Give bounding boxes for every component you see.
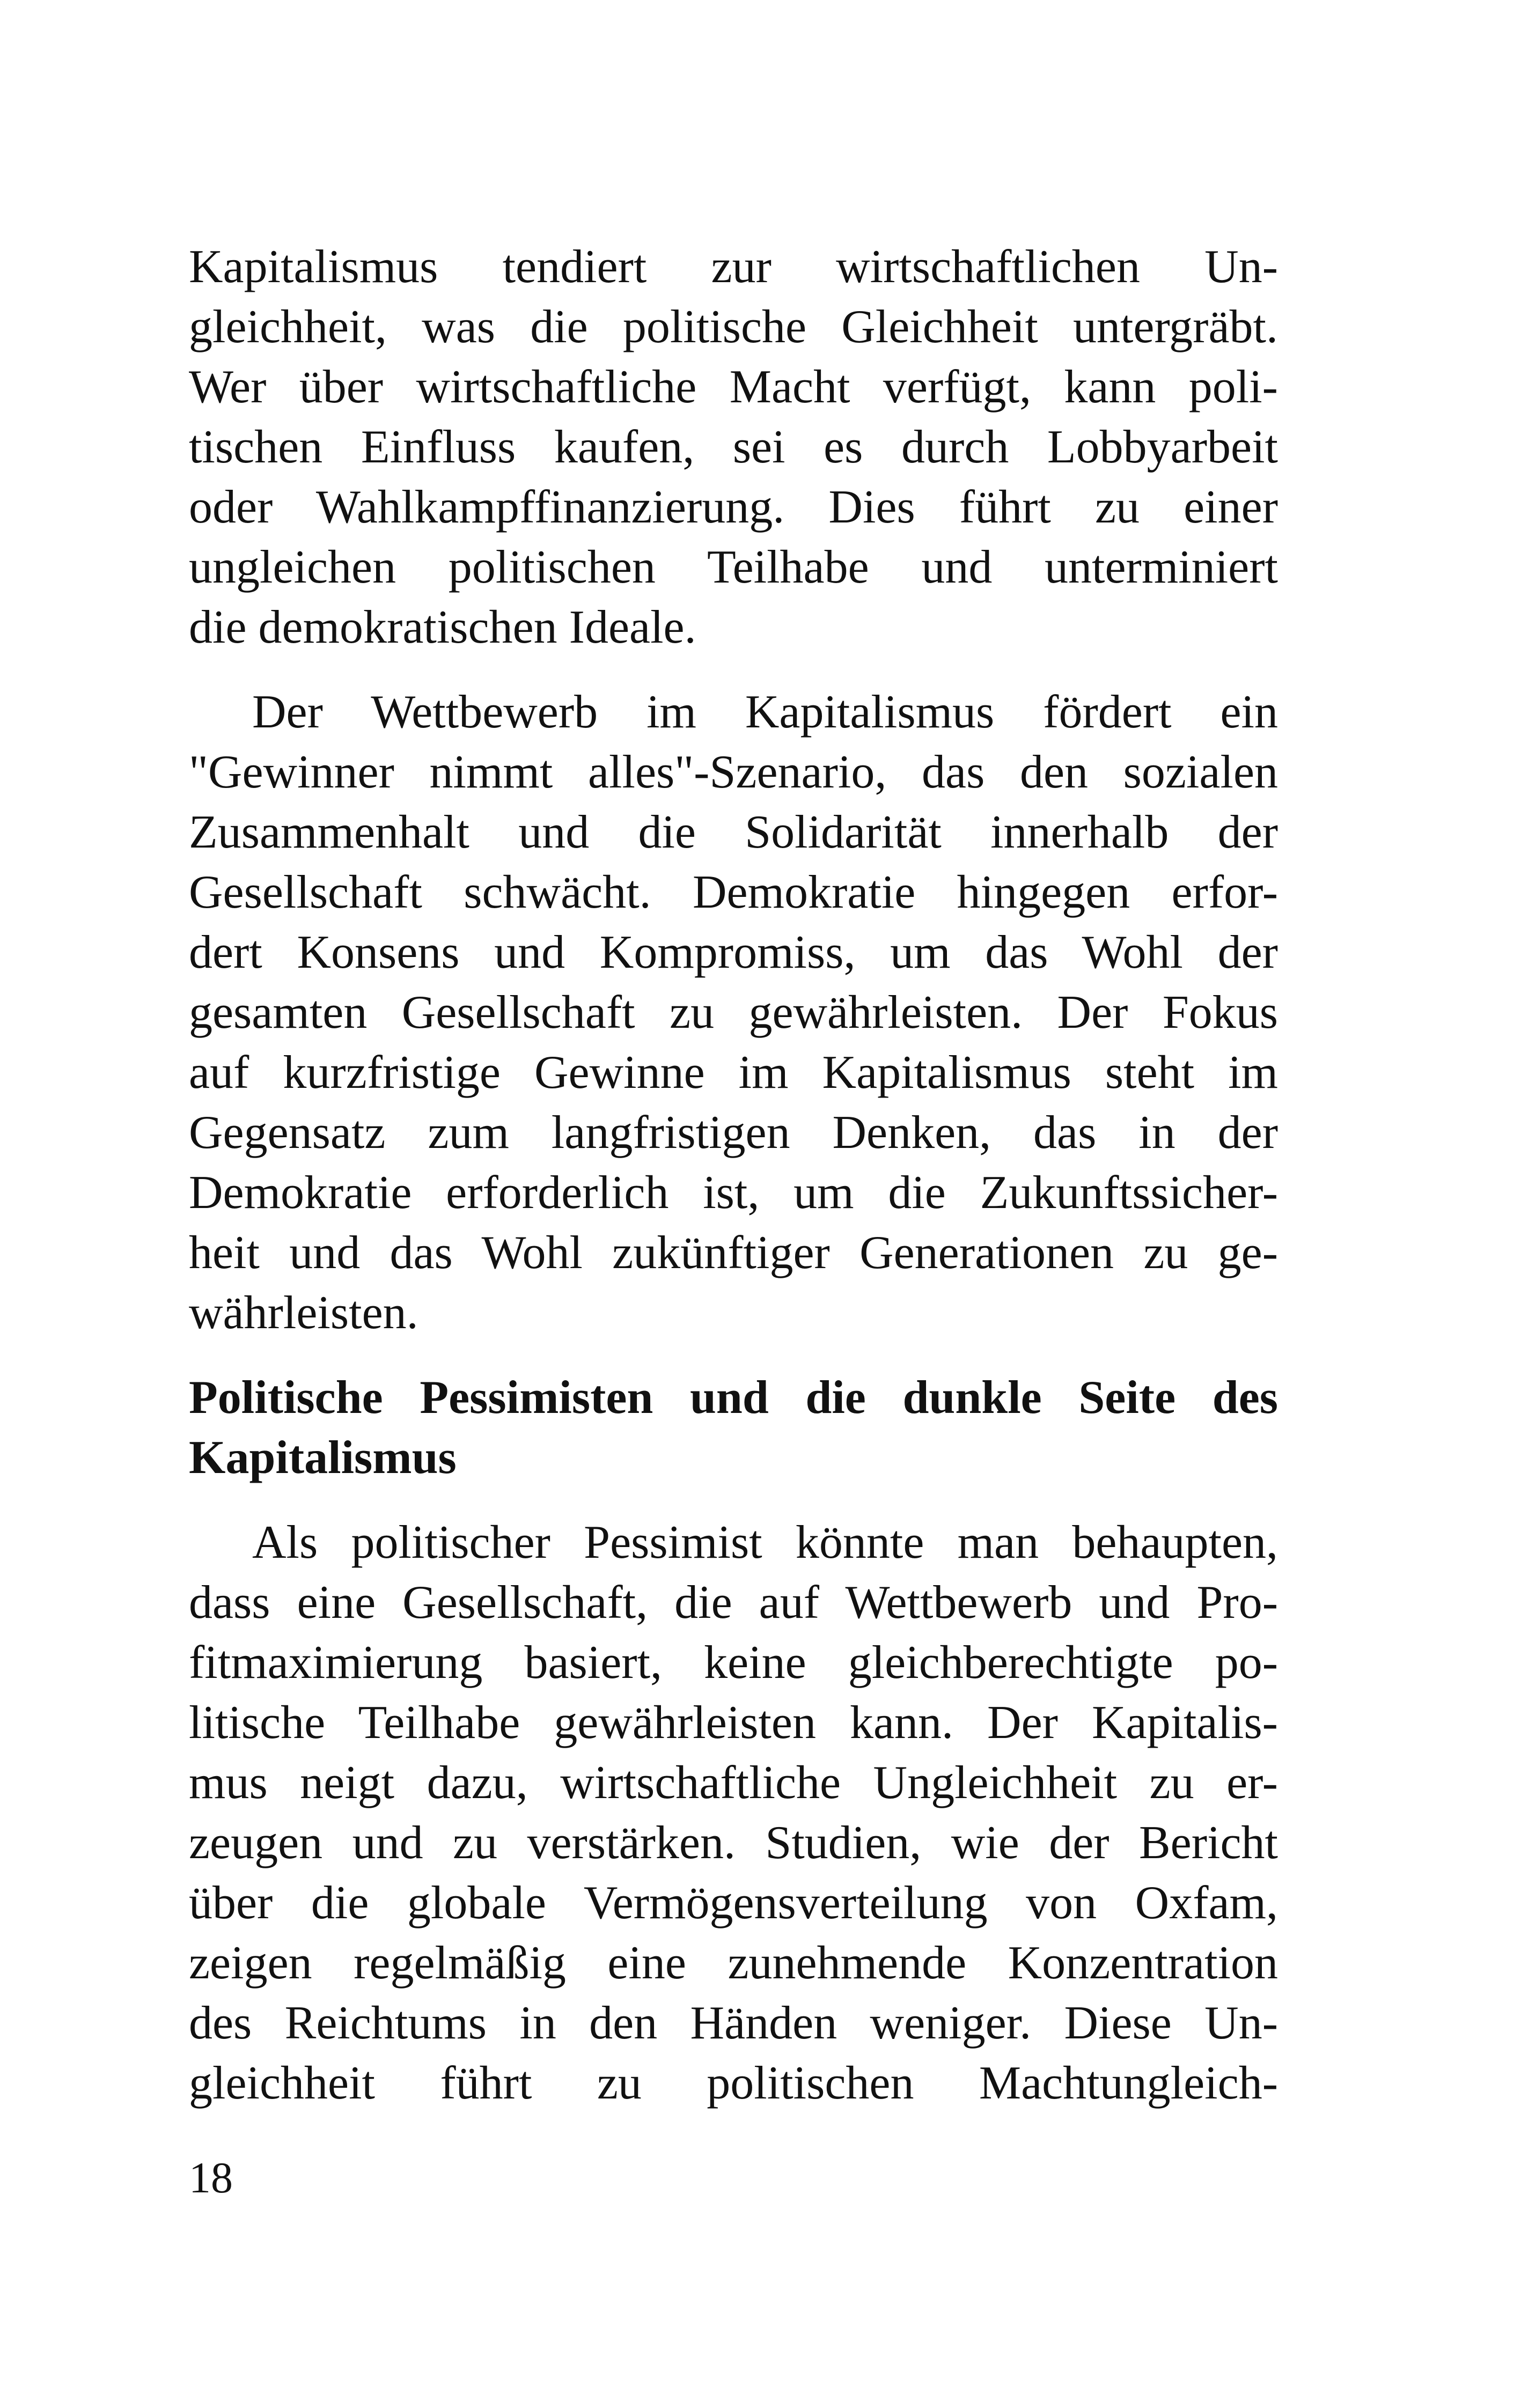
text-line: dass eine Gesellschaft, die auf Wettbewerb und Pro- — [189, 1577, 1278, 1629]
text-line: fitmaximierung basiert, keine gleichberechtigte po- — [189, 1637, 1278, 1689]
paragraph — [189, 682, 1278, 1343]
text-line: gesamten Gesellschaft zu gewährleisten. Der Fokus — [189, 986, 1278, 1039]
text-line: Der Wettbewerb im Kapitalismus fördert ein — [252, 686, 1278, 738]
text-line: mus neigt dazu, wirtschaftliche Ungleichheit zu er- — [189, 1757, 1278, 1809]
text-line: zeigen regelmäßig eine zunehmende Konzentration — [189, 1937, 1278, 1989]
text-line: Demokratie erforderlich ist, um die Zukunftssicher- — [189, 1167, 1278, 1219]
text-line: dert Konsens und Kompromiss, um das Wohl der — [189, 926, 1278, 978]
text-block — [189, 237, 1278, 2114]
text-line: des Reichtums in den Händen weniger. Diese Un- — [189, 1997, 1278, 2049]
text-line: heit und das Wohl zukünftiger Generationen zu ge- — [189, 1227, 1278, 1279]
paragraph — [189, 237, 1278, 658]
text-line: Kapitalismus tendiert zur wirtschaftlichen Un- — [189, 241, 1278, 293]
text-line: Gesellschaft schwächt. Demokratie hingegen erfor- — [189, 866, 1278, 918]
text-line: tischen Einfluss kaufen, sei es durch Lobbyarbeit — [189, 421, 1278, 473]
text-line: auf kurzfristige Gewinne im Kapitalismus steht im — [189, 1047, 1278, 1099]
text-line: währleisten. — [189, 1287, 418, 1339]
text-line: Politische Pessimisten und die dunkle Seite des — [189, 1372, 1278, 1424]
text-line: Zusammenhalt und die Solidarität innerhalb der — [189, 806, 1278, 858]
text-line: gleichheit führt zu politischen Machtungleich- — [189, 2057, 1278, 2109]
text-line: Gegensatz zum langfristigen Denken, das in der — [189, 1107, 1278, 1159]
text-line: zeugen und zu verstärken. Studien, wie der Bericht — [189, 1817, 1278, 1869]
paragraph — [189, 1513, 1278, 2114]
text-line: gleichheit, was die politische Gleichheit untergräbt. — [189, 301, 1278, 353]
text-line: oder Wahlkampffinanzierung. Dies führt zu einer — [189, 481, 1278, 533]
section-heading — [189, 1368, 1278, 1488]
page-number: 18 — [189, 2153, 233, 2202]
text-line: Als politischer Pessimist könnte man behaupten, — [252, 1516, 1278, 1568]
text-line: "Gewinner nimmt alles"-Szenario, das den sozialen — [189, 746, 1278, 798]
text-line: über die globale Vermögensverteilung von Oxfam, — [189, 1877, 1278, 1929]
text-line: Wer über wirtschaftliche Macht verfügt, kann poli- — [189, 361, 1278, 413]
text-line: die demokratischen Ideale. — [189, 601, 696, 653]
text-line: Kapitalismus — [189, 1432, 457, 1484]
text-line: litische Teilhabe gewährleisten kann. Der Kapitalis- — [189, 1697, 1278, 1749]
text-line: ungleichen politischen Teilhabe und unterminiert — [189, 541, 1278, 593]
